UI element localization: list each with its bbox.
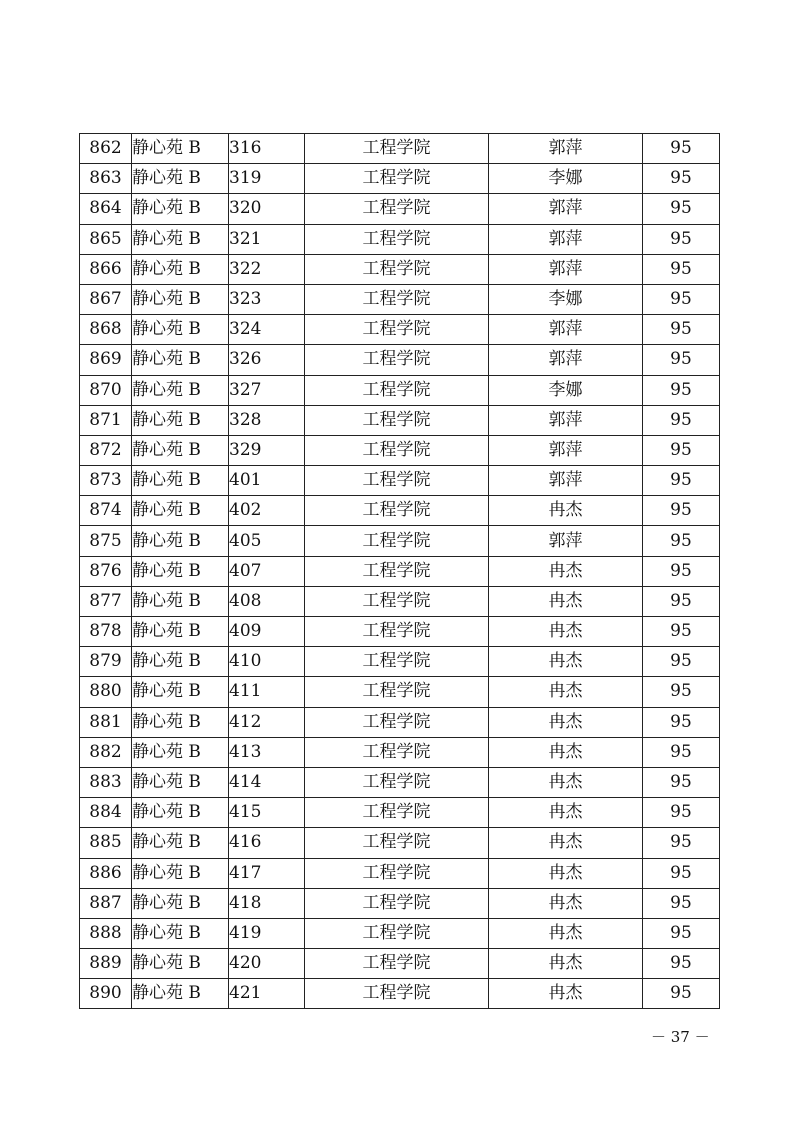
table-row (80, 858, 720, 888)
college-cell: 工程学院 (305, 586, 489, 616)
score-cell: 95 (643, 224, 720, 254)
room-number-cell: 326 (229, 345, 305, 375)
room-number-cell: 323 (229, 284, 305, 314)
table-row (80, 918, 720, 948)
score-cell: 95 (643, 435, 720, 465)
college-cell: 工程学院 (305, 556, 489, 586)
table-row (80, 617, 720, 647)
row-number-cell: 884 (80, 798, 132, 828)
room-number-cell: 320 (229, 194, 305, 224)
room-number-cell: 413 (229, 737, 305, 767)
table-row (80, 707, 720, 737)
room-number-cell: 409 (229, 617, 305, 647)
score-cell: 95 (643, 888, 720, 918)
row-number-cell: 890 (80, 979, 132, 1009)
counselor-cell: 冉杰 (489, 707, 643, 737)
college-cell: 工程学院 (305, 798, 489, 828)
row-number-cell: 865 (80, 224, 132, 254)
counselor-cell: 郭萍 (489, 254, 643, 284)
row-number-cell: 877 (80, 586, 132, 616)
table-row (80, 435, 720, 465)
row-number-cell: 875 (80, 526, 132, 556)
score-cell: 95 (643, 647, 720, 677)
counselor-cell: 冉杰 (489, 556, 643, 586)
college-cell: 工程学院 (305, 405, 489, 435)
counselor-cell: 李娜 (489, 164, 643, 194)
counselor-cell: 冉杰 (489, 979, 643, 1009)
room-number-cell: 421 (229, 979, 305, 1009)
college-cell: 工程学院 (305, 134, 489, 164)
college-cell: 工程学院 (305, 254, 489, 284)
score-cell: 95 (643, 254, 720, 284)
row-number-cell: 869 (80, 345, 132, 375)
row-number-cell: 862 (80, 134, 132, 164)
counselor-cell: 冉杰 (489, 677, 643, 707)
table-row (80, 315, 720, 345)
room-number-cell: 419 (229, 918, 305, 948)
score-cell: 95 (643, 405, 720, 435)
building-cell: 静心苑 B (132, 134, 229, 164)
room-number-cell: 316 (229, 134, 305, 164)
score-cell: 95 (643, 979, 720, 1009)
college-cell: 工程学院 (305, 526, 489, 556)
counselor-cell: 郭萍 (489, 224, 643, 254)
college-cell: 工程学院 (305, 647, 489, 677)
room-number-cell: 417 (229, 858, 305, 888)
table-row (80, 224, 720, 254)
counselor-cell: 郭萍 (489, 405, 643, 435)
score-cell: 95 (643, 164, 720, 194)
building-cell: 静心苑 B (132, 345, 229, 375)
counselor-cell: 冉杰 (489, 828, 643, 858)
building-cell: 静心苑 B (132, 798, 229, 828)
counselor-cell: 郭萍 (489, 315, 643, 345)
building-cell: 静心苑 B (132, 375, 229, 405)
table-row (80, 888, 720, 918)
row-number-cell: 876 (80, 556, 132, 586)
table-row (80, 345, 720, 375)
building-cell: 静心苑 B (132, 435, 229, 465)
room-number-cell: 327 (229, 375, 305, 405)
table-row (80, 737, 720, 767)
score-cell: 95 (643, 677, 720, 707)
room-number-cell: 407 (229, 556, 305, 586)
college-cell: 工程学院 (305, 979, 489, 1009)
row-number-cell: 872 (80, 435, 132, 465)
table-row (80, 496, 720, 526)
score-cell: 95 (643, 617, 720, 647)
row-number-cell: 889 (80, 949, 132, 979)
row-number-cell: 864 (80, 194, 132, 224)
row-number-cell: 871 (80, 405, 132, 435)
table-row (80, 164, 720, 194)
row-number-cell: 870 (80, 375, 132, 405)
college-cell: 工程学院 (305, 918, 489, 948)
college-cell: 工程学院 (305, 617, 489, 647)
score-cell: 95 (643, 918, 720, 948)
college-cell: 工程学院 (305, 858, 489, 888)
table-row (80, 677, 720, 707)
building-cell: 静心苑 B (132, 466, 229, 496)
building-cell: 静心苑 B (132, 828, 229, 858)
row-number-cell: 883 (80, 767, 132, 797)
building-cell: 静心苑 B (132, 315, 229, 345)
college-cell: 工程学院 (305, 194, 489, 224)
row-number-cell: 888 (80, 918, 132, 948)
college-cell: 工程学院 (305, 888, 489, 918)
room-number-cell: 420 (229, 949, 305, 979)
room-number-cell: 414 (229, 767, 305, 797)
score-cell: 95 (643, 586, 720, 616)
score-cell: 95 (643, 556, 720, 586)
score-cell: 95 (643, 858, 720, 888)
row-number-cell: 873 (80, 466, 132, 496)
building-cell: 静心苑 B (132, 405, 229, 435)
room-number-cell: 322 (229, 254, 305, 284)
room-number-cell: 401 (229, 466, 305, 496)
building-cell: 静心苑 B (132, 194, 229, 224)
row-number-cell: 866 (80, 254, 132, 284)
table-row (80, 767, 720, 797)
room-number-cell: 405 (229, 526, 305, 556)
counselor-cell: 郭萍 (489, 435, 643, 465)
row-number-cell: 879 (80, 647, 132, 677)
row-number-cell: 882 (80, 737, 132, 767)
college-cell: 工程学院 (305, 767, 489, 797)
table-row (80, 647, 720, 677)
college-cell: 工程学院 (305, 284, 489, 314)
building-cell: 静心苑 B (132, 647, 229, 677)
score-cell: 95 (643, 134, 720, 164)
row-number-cell: 881 (80, 707, 132, 737)
building-cell: 静心苑 B (132, 284, 229, 314)
table-row (80, 979, 720, 1009)
college-cell: 工程学院 (305, 345, 489, 375)
score-cell: 95 (643, 345, 720, 375)
score-cell: 95 (643, 375, 720, 405)
building-cell: 静心苑 B (132, 767, 229, 797)
building-cell: 静心苑 B (132, 617, 229, 647)
table-row (80, 405, 720, 435)
college-cell: 工程学院 (305, 828, 489, 858)
table-row (80, 466, 720, 496)
counselor-cell: 冉杰 (489, 496, 643, 526)
college-cell: 工程学院 (305, 466, 489, 496)
score-cell: 95 (643, 828, 720, 858)
room-number-cell: 415 (229, 798, 305, 828)
building-cell: 静心苑 B (132, 677, 229, 707)
college-cell: 工程学院 (305, 315, 489, 345)
building-cell: 静心苑 B (132, 858, 229, 888)
row-number-cell: 880 (80, 677, 132, 707)
college-cell: 工程学院 (305, 707, 489, 737)
counselor-cell: 冉杰 (489, 858, 643, 888)
room-number-cell: 321 (229, 224, 305, 254)
table-row (80, 375, 720, 405)
college-cell: 工程学院 (305, 224, 489, 254)
college-cell: 工程学院 (305, 496, 489, 526)
room-number-cell: 410 (229, 647, 305, 677)
college-cell: 工程学院 (305, 949, 489, 979)
building-cell: 静心苑 B (132, 496, 229, 526)
counselor-cell: 冉杰 (489, 586, 643, 616)
dormitory-score-table (79, 133, 720, 1009)
row-number-cell: 868 (80, 315, 132, 345)
building-cell: 静心苑 B (132, 164, 229, 194)
counselor-cell: 冉杰 (489, 798, 643, 828)
counselor-cell: 冉杰 (489, 617, 643, 647)
score-cell: 95 (643, 737, 720, 767)
building-cell: 静心苑 B (132, 586, 229, 616)
room-number-cell: 408 (229, 586, 305, 616)
counselor-cell: 冉杰 (489, 918, 643, 948)
score-cell: 95 (643, 194, 720, 224)
score-cell: 95 (643, 284, 720, 314)
table-row (80, 526, 720, 556)
table-row (80, 134, 720, 164)
counselor-cell: 郭萍 (489, 466, 643, 496)
table-row (80, 828, 720, 858)
room-number-cell: 418 (229, 888, 305, 918)
counselor-cell: 郭萍 (489, 194, 643, 224)
room-number-cell: 411 (229, 677, 305, 707)
room-number-cell: 402 (229, 496, 305, 526)
building-cell: 静心苑 B (132, 949, 229, 979)
score-cell: 95 (643, 949, 720, 979)
row-number-cell: 887 (80, 888, 132, 918)
building-cell: 静心苑 B (132, 254, 229, 284)
table-row (80, 194, 720, 224)
building-cell: 静心苑 B (132, 224, 229, 254)
score-cell: 95 (643, 315, 720, 345)
row-number-cell: 874 (80, 496, 132, 526)
table-row (80, 556, 720, 586)
counselor-cell: 冉杰 (489, 949, 643, 979)
table-body (80, 134, 720, 1009)
table-row (80, 798, 720, 828)
building-cell: 静心苑 B (132, 556, 229, 586)
college-cell: 工程学院 (305, 677, 489, 707)
table-row (80, 949, 720, 979)
row-number-cell: 885 (80, 828, 132, 858)
room-number-cell: 319 (229, 164, 305, 194)
counselor-cell: 冉杰 (489, 888, 643, 918)
counselor-cell: 冉杰 (489, 647, 643, 677)
row-number-cell: 867 (80, 284, 132, 314)
table-row (80, 586, 720, 616)
score-cell: 95 (643, 526, 720, 556)
table-row (80, 284, 720, 314)
room-number-cell: 324 (229, 315, 305, 345)
page-number: － 37 － (651, 1028, 710, 1046)
college-cell: 工程学院 (305, 375, 489, 405)
row-number-cell: 878 (80, 617, 132, 647)
score-cell: 95 (643, 496, 720, 526)
college-cell: 工程学院 (305, 164, 489, 194)
score-cell: 95 (643, 707, 720, 737)
counselor-cell: 郭萍 (489, 345, 643, 375)
building-cell: 静心苑 B (132, 979, 229, 1009)
counselor-cell: 冉杰 (489, 767, 643, 797)
counselor-cell: 李娜 (489, 284, 643, 314)
college-cell: 工程学院 (305, 737, 489, 767)
college-cell: 工程学院 (305, 435, 489, 465)
counselor-cell: 郭萍 (489, 134, 643, 164)
building-cell: 静心苑 B (132, 918, 229, 948)
row-number-cell: 886 (80, 858, 132, 888)
building-cell: 静心苑 B (132, 526, 229, 556)
room-number-cell: 328 (229, 405, 305, 435)
counselor-cell: 李娜 (489, 375, 643, 405)
room-number-cell: 412 (229, 707, 305, 737)
counselor-cell: 冉杰 (489, 737, 643, 767)
table-row (80, 254, 720, 284)
room-number-cell: 329 (229, 435, 305, 465)
counselor-cell: 郭萍 (489, 526, 643, 556)
building-cell: 静心苑 B (132, 737, 229, 767)
building-cell: 静心苑 B (132, 888, 229, 918)
row-number-cell: 863 (80, 164, 132, 194)
building-cell: 静心苑 B (132, 707, 229, 737)
room-number-cell: 416 (229, 828, 305, 858)
score-cell: 95 (643, 798, 720, 828)
score-cell: 95 (643, 767, 720, 797)
score-cell: 95 (643, 466, 720, 496)
